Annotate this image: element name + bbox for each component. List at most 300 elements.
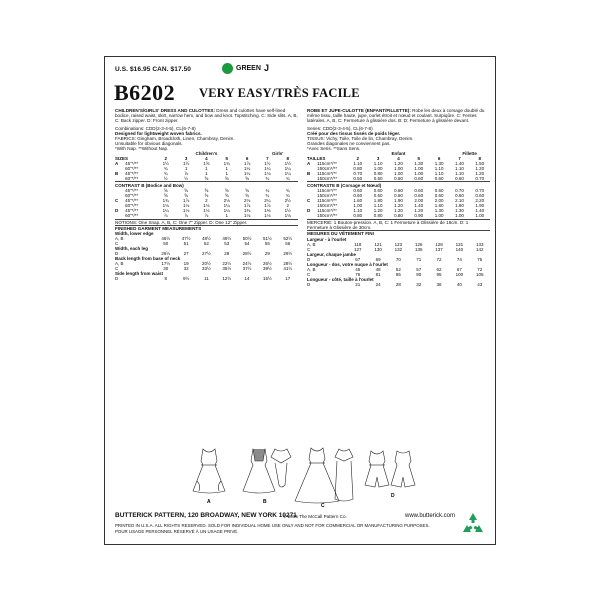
measure-title: Side length from waist	[115, 271, 164, 277]
table-cell: ¾	[265, 192, 270, 198]
measure-title: Largeur - à l'ourlet	[307, 236, 347, 242]
info-fabrics: FABRICS: Gingham, Broadcloth, Linen, Chambray, Denim.	[115, 136, 235, 142]
table-cell: 39½	[262, 266, 272, 272]
table-cell: 28½	[283, 261, 293, 267]
table-cell: 0.60	[455, 192, 464, 198]
label-d: D	[391, 493, 395, 499]
table-cell: 1.30	[414, 161, 424, 167]
row-width-label: 60"*/**	[125, 166, 139, 172]
table-cell: 1⅛	[284, 212, 291, 218]
table-cell: 72	[436, 256, 442, 262]
table-cell: 26½	[161, 251, 171, 257]
table-cell: 1⅛	[264, 171, 271, 177]
table-cell: 75	[477, 256, 483, 262]
table-cell: 1.20	[394, 161, 403, 167]
table-cell: 1½	[162, 161, 169, 167]
table-cell: 2¼	[264, 197, 271, 203]
copyright-line: © 2015 The McCall Pattern Co.	[283, 514, 347, 519]
measure-title: Width, each leg	[115, 246, 148, 252]
table-cell: 1.20	[475, 171, 485, 177]
table-cell: 17½	[161, 261, 171, 267]
table-cell: ¾	[285, 176, 290, 182]
website-link[interactable]: www.butterick.com	[405, 513, 456, 519]
table-cell: 1.20	[394, 202, 403, 208]
difficulty-label: VERY EASY/TRÈS FACILE	[199, 86, 360, 100]
info-combos: Series: CDD(2-3-4-5), CL(6-7-8)	[307, 126, 373, 132]
size-header: 8	[286, 156, 290, 162]
label-a: A	[207, 499, 211, 505]
garment-description	[307, 108, 490, 123]
table-cell: 1⅛	[182, 207, 190, 213]
garment-illustrations	[183, 445, 425, 507]
measure-view-label: D	[115, 251, 119, 257]
pattern-number: B6202	[114, 80, 176, 105]
table-cell: ⅝	[204, 176, 209, 182]
table-cell: 1	[205, 166, 208, 172]
table-cell: 1.30	[434, 161, 444, 167]
table-cell: 0.80	[353, 166, 363, 172]
table-cell: 2	[205, 197, 208, 203]
table-cell: 1.10	[455, 166, 464, 172]
table-cell: 40	[456, 281, 462, 287]
table-cell: ⅞	[163, 212, 168, 218]
table-cell: 50	[163, 241, 169, 247]
table-cell: 1.10	[455, 171, 464, 177]
size-header: 5	[225, 156, 228, 162]
table-cell: 67	[456, 266, 462, 272]
table-cell: 1⅜	[243, 207, 251, 213]
table-cell: 29	[264, 251, 270, 257]
table-cell: ¾	[285, 187, 290, 193]
table-cell: ⅝	[224, 187, 229, 193]
table-cell: 53	[224, 241, 230, 247]
table-cell: 1.00	[373, 166, 383, 172]
table-cell: 0.60	[434, 176, 444, 182]
table-cell: ⅞	[204, 212, 209, 218]
row-width-label: 115cm*/**	[317, 171, 337, 177]
table-cell: ½	[163, 176, 168, 182]
table-cell: 52	[395, 266, 401, 272]
table-cell: 1¼	[243, 166, 251, 172]
table-cell: 0.80	[353, 212, 363, 218]
table-cell: 1.30	[434, 207, 444, 213]
table-cell: ½	[184, 176, 188, 182]
measure-title: Width, lower edge	[115, 231, 154, 237]
table-cell: ⅝	[245, 192, 249, 198]
table-cell: 2.00	[414, 197, 424, 203]
table-cell: 0.80	[373, 212, 383, 218]
row-view-label: B	[307, 171, 311, 177]
table-cell: ⅝	[163, 192, 168, 198]
size-header: 3	[184, 156, 188, 162]
table-cell: 28½	[242, 251, 252, 257]
table-cell: 81	[375, 271, 381, 277]
table-cell: ¾	[163, 166, 168, 172]
table-cell: ⅞	[184, 171, 188, 177]
table-cell: 1⅛	[203, 202, 210, 208]
french-notice: POUR USAGE PERSONNEL RÉSERVÉ À UN USAGE PRIVÉ.	[115, 529, 239, 534]
info-combos: Combinations: CDD(2-3-4-5), CL(6-7-8)	[115, 126, 196, 132]
row-width-label: 45"*/**	[125, 171, 139, 177]
sizes-label: TAILLES	[307, 156, 326, 162]
measure-view-label: A, B	[307, 241, 316, 247]
table-cell: 1⅛	[243, 212, 251, 218]
table-cell: 1¾	[162, 197, 169, 203]
size-header: 3	[376, 156, 380, 162]
measure-view-label: C	[307, 271, 311, 277]
row-width-label: 60"*/**	[125, 212, 139, 218]
row-width-label: 150cm*/**	[317, 176, 338, 182]
table-cell: 29½	[283, 251, 293, 257]
info-nap: *With Nap. **Without Nap.	[115, 146, 169, 152]
view-a-sketch	[193, 449, 225, 493]
row-width-label: 115cm*/**	[317, 161, 337, 167]
table-cell: 32	[416, 281, 422, 287]
table-cell: 1	[205, 171, 208, 177]
table-cell: 62	[436, 266, 442, 272]
table-cell: 8	[164, 276, 168, 282]
table-cell: 32	[183, 266, 189, 272]
finished-title: MESURES DU VÊTEMENT FINI	[307, 230, 490, 237]
table-cell: 1.00	[434, 212, 444, 218]
row-view-label: C	[307, 197, 311, 203]
pattern-envelope-back	[104, 56, 496, 545]
measure-view-label: C	[115, 266, 119, 272]
table-cell: 90	[416, 271, 422, 277]
sizes-label: SIZES	[115, 156, 129, 162]
table-cell: 72	[477, 266, 483, 272]
table-cell: 0.60	[373, 192, 383, 198]
table-cell: 26½	[262, 261, 272, 267]
measure-title: Back length from base of neck	[115, 256, 181, 262]
table-cell: 43	[477, 281, 483, 287]
table-cell: 133	[476, 241, 484, 247]
table-cell: 0.70	[475, 176, 485, 182]
table-cell: 1¼	[162, 207, 169, 213]
measure-title: Longueur - côté, taille à l'ourlet	[307, 276, 374, 282]
table-cell: 1.00	[475, 212, 485, 218]
table-cell: 33½	[202, 266, 211, 272]
row-width-label: 150cm*/**	[317, 202, 338, 208]
table-cell: 45	[355, 266, 361, 272]
measure-view-label: D	[307, 256, 311, 262]
printed-notice: PRINTED IN U.S.A. ALL RIGHTS RESERVED. SOLD FOR INDIVIDUAL HOME USE ONLY AND NOT FOR COMMERCIAL OR MANUFACTURING PURPOSES.	[115, 523, 430, 528]
table-cell: 17	[285, 276, 291, 282]
finished-title: FINISHED GARMENT MEASUREMENTS	[115, 225, 298, 232]
label-b: B	[263, 499, 267, 505]
table-cell: 0.60	[353, 187, 363, 193]
size-header: 4	[205, 156, 208, 162]
table-cell: ¾	[265, 187, 270, 193]
english-column	[115, 108, 298, 281]
table-cell: 1.10	[373, 202, 383, 208]
french-column	[307, 108, 490, 287]
table-cell: 0.60	[414, 187, 424, 193]
table-cell: 51	[183, 241, 189, 247]
table-cell: 0.60	[353, 192, 363, 198]
table-cell: 52	[203, 241, 209, 247]
table-cell: 1⅞	[243, 161, 251, 167]
row-width-label: 150cm*/**	[317, 212, 338, 218]
size-header: 5	[417, 156, 421, 162]
table-cell: 1	[184, 166, 188, 172]
row-view-label	[307, 213, 317, 218]
table-cell: 1½	[264, 161, 271, 167]
publisher-address: BUTTERICK PATTERN, 120 BROADWAY, NEW YORK 10271	[115, 512, 297, 519]
table-cell: 0.70	[353, 171, 363, 177]
table-cell: 95	[436, 271, 442, 277]
table-cell: 1¼	[264, 166, 271, 172]
table-cell: 55	[264, 241, 270, 247]
table-cell: 0.60	[434, 187, 444, 193]
table-cell: 28	[224, 251, 230, 257]
description-text: Dress and culottes have self-lined bodice, raised waist, skirt, narrow hem, and bow and knot. Topstitching. C: Side slits. A, B, C: Back zipper. D: Front zipper.	[115, 108, 298, 124]
table-cell: 118	[354, 241, 362, 247]
legal-text	[115, 523, 430, 535]
row-view-label: A	[307, 161, 311, 167]
table-cell: 1⅛	[264, 212, 271, 218]
table-cell: 105	[476, 271, 484, 277]
table-cell: 50½	[242, 236, 252, 242]
table-cell: 41½	[283, 266, 293, 272]
table-cell: 12½	[222, 276, 232, 282]
dress-sketches-svg	[183, 445, 425, 507]
size-header: 2	[356, 156, 360, 162]
size-header: 6	[245, 156, 249, 162]
table-cell: 1.90	[394, 197, 403, 203]
table-cell: 15½	[262, 276, 272, 282]
table-cell: 0.50	[353, 176, 363, 182]
table-cell: 0.60	[414, 176, 424, 182]
row-width-label: 115cm*/**	[317, 197, 337, 203]
info-nap: *Avec Sens. **Sans Sens.	[307, 146, 361, 152]
table-cell: 1½	[182, 161, 190, 167]
size-header: 2	[164, 156, 168, 162]
row-width-label: 115cm*/**	[317, 207, 337, 213]
table-cell: 0.60	[394, 192, 403, 198]
table-row	[307, 282, 490, 287]
table-cell: ⅝	[245, 187, 249, 193]
table-cell: 1.00	[414, 171, 424, 177]
table-cell: 1	[225, 171, 228, 177]
table-cell: 1½	[284, 161, 291, 167]
table-cell: 0.90	[414, 212, 424, 218]
row-view-label: A	[115, 161, 119, 167]
table-cell: 1⅞	[264, 202, 271, 208]
row-width-label: 60"*/**	[125, 202, 139, 208]
group-children: Children's	[195, 151, 218, 157]
table-cell: 0.70	[455, 187, 464, 193]
table-cell: 19	[183, 261, 189, 267]
table-cell: 2⅛	[243, 197, 251, 203]
table-cell: 70	[395, 256, 401, 262]
table-cell: 1.00	[394, 171, 403, 177]
table-cell: 48	[375, 266, 381, 272]
table-cell: 2	[286, 202, 290, 208]
table-cell: 14	[244, 276, 250, 282]
info-unsuitable: Unsuitable for obvious diagonals.	[115, 141, 183, 147]
table-cell: 1.20	[394, 207, 403, 213]
table-cell: 69	[375, 256, 381, 262]
info-designed: Créé pour des tissus tissés de poids léger.	[307, 131, 401, 137]
row-view-label: D	[307, 207, 311, 213]
table-cell: 56	[285, 241, 291, 247]
measure-view-label: D	[115, 276, 119, 282]
table-cell: 1.20	[414, 207, 424, 213]
table-cell: 1.10	[353, 161, 363, 167]
table-cell: 21	[355, 281, 361, 287]
table-cell: 37½	[242, 266, 252, 272]
table-cell: 51½	[262, 236, 272, 242]
size-header: 4	[397, 156, 400, 162]
group-girls: Girls'	[271, 151, 284, 157]
table-cell: ⅝	[184, 192, 188, 198]
table-cell: 54	[244, 241, 250, 247]
table-cell: 2.20	[475, 197, 485, 203]
measure-title: Largeur, chaque jambe	[307, 251, 357, 257]
row-width-label: 45"*/**	[125, 161, 139, 167]
table-cell: ⅝	[204, 187, 209, 193]
measure-view-label: A, B	[115, 236, 124, 242]
garment-description	[115, 108, 298, 123]
table-cell: 1.20	[373, 207, 383, 213]
table-cell: 1.10	[434, 166, 444, 172]
notions-text: NOTIONS: One Snap. A, B, C: One 7" Zipper. D: One 12" Zipper.	[115, 219, 298, 225]
label-c: C	[321, 503, 325, 507]
measure-view-label: C	[307, 246, 311, 252]
table-cell: 0.60	[373, 187, 383, 193]
table-cell: 57	[416, 266, 422, 272]
view-d-sketch	[365, 451, 415, 487]
table-cell: ⅝	[224, 192, 229, 198]
table-cell: 1	[225, 166, 228, 172]
table-cell: 11	[204, 276, 209, 282]
table-cell: 1⅝	[203, 161, 210, 167]
table-row	[115, 276, 298, 281]
table-cell: 1.90	[475, 202, 485, 208]
table-cell: 2.10	[455, 197, 464, 203]
yardage-table	[115, 151, 298, 218]
table-cell: 0.60	[414, 192, 424, 198]
row-view-label: D	[115, 207, 119, 213]
table-cell: 67	[355, 256, 361, 262]
table-cell: ¾	[265, 176, 270, 182]
row-width-label: 115cm*/**	[317, 187, 337, 193]
table-cell: 1	[225, 212, 228, 218]
table-cell: 1.80	[455, 202, 464, 208]
table-cell: 1.80	[434, 202, 444, 208]
contrast-title: CONTRAST B (Bodice and Bow)	[115, 182, 298, 188]
table-cell: 1¼	[223, 202, 230, 208]
group-girls: Fillette	[462, 151, 477, 157]
table-cell: 48½	[202, 236, 211, 242]
measure-title: Longueur - dos, votre nuque à l'ourlet	[307, 261, 388, 267]
table-cell: 140	[455, 246, 464, 252]
table-cell: 1⅞	[243, 202, 251, 208]
measure-view-label: A, B	[307, 266, 316, 272]
description-title: ROBE ET JUPE-CULOTTE (ENFANT/FILLETTE):	[307, 108, 411, 113]
table-cell: 1.00	[353, 202, 363, 208]
price-label: U.S. $16.95 CAN. $17.50	[115, 66, 192, 73]
table-cell: ⅝	[204, 192, 209, 198]
color-label: GREEN	[236, 65, 261, 72]
table-cell: 27½	[202, 251, 211, 257]
row-view-label: C	[115, 197, 119, 203]
measure-view-label: C	[115, 241, 119, 247]
table-cell: 35½	[222, 266, 232, 272]
table-cell: 1.10	[353, 207, 363, 213]
measurements-table	[307, 237, 490, 287]
table-row	[307, 176, 490, 182]
size-header: 8	[478, 156, 482, 162]
table-cell: 1.40	[414, 202, 424, 208]
table-cell: ⅞	[184, 212, 188, 218]
table-cell: 1⅛	[203, 207, 210, 213]
description-title: CHILDREN'S/GIRLS' DRESS AND CULOTTES:	[115, 108, 216, 113]
table-cell: 2.00	[434, 197, 444, 203]
table-cell: 1¼	[223, 207, 230, 213]
table-cell: 0.60	[475, 192, 485, 198]
table-cell: 24	[375, 281, 381, 287]
view-c-sketch	[295, 448, 353, 503]
table-cell: 1.80	[373, 197, 383, 203]
table-cell: 1.60	[353, 197, 363, 203]
table-cell: 0.70	[475, 187, 485, 193]
green-dot-icon	[222, 63, 233, 74]
measurements-table	[115, 231, 298, 281]
table-cell: 137	[435, 246, 443, 252]
table-cell: 0.80	[373, 171, 383, 177]
table-cell: 123	[394, 241, 403, 247]
info-fabrics: TISSUS: Vichy, Toile, Toile de lin, Chambray, Denim.	[307, 136, 414, 142]
table-cell: 24½	[242, 261, 252, 267]
table-cell: 1.20	[475, 166, 485, 172]
table-cell: 47½	[181, 236, 191, 242]
table-cell: 85	[395, 271, 401, 277]
table-cell: 46½	[161, 236, 171, 242]
table-cell: 142	[476, 246, 484, 252]
table-cell: 132	[394, 246, 403, 252]
table-cell: 28	[395, 281, 401, 287]
table-cell: ⅝	[163, 187, 168, 193]
table-cell: 0.50	[373, 176, 383, 182]
table-cell: 2½	[284, 197, 291, 203]
table-cell: 1.10	[373, 161, 383, 167]
row-width-label: 60"*/**	[125, 192, 139, 198]
table-cell: 76	[355, 271, 361, 277]
table-cell: 36	[436, 281, 442, 287]
contrast-title: CONTRASTE B (Corsage et Nœud)	[307, 182, 490, 188]
table-cell: 49½	[222, 236, 232, 242]
table-cell: ¾	[285, 192, 290, 198]
table-row	[307, 213, 490, 218]
table-cell: 1.40	[475, 207, 485, 213]
table-cell: 0.80	[394, 212, 403, 218]
table-cell: 100	[455, 271, 464, 277]
table-cell: 1¼	[284, 171, 291, 177]
row-width-label: 45"*/**	[125, 197, 139, 203]
table-cell: 1⅛	[182, 202, 190, 208]
table-cell: 74	[456, 256, 462, 262]
table-cell: ⅝	[224, 176, 229, 182]
size-header: 7	[266, 156, 269, 162]
table-cell: 1⅛	[162, 202, 169, 208]
table-cell: 22½	[222, 261, 232, 267]
table-cell: 126	[414, 241, 423, 247]
table-cell: 1.00	[455, 212, 464, 218]
measure-view-label: A, B	[115, 261, 124, 267]
table-cell: ⅝	[184, 187, 188, 193]
